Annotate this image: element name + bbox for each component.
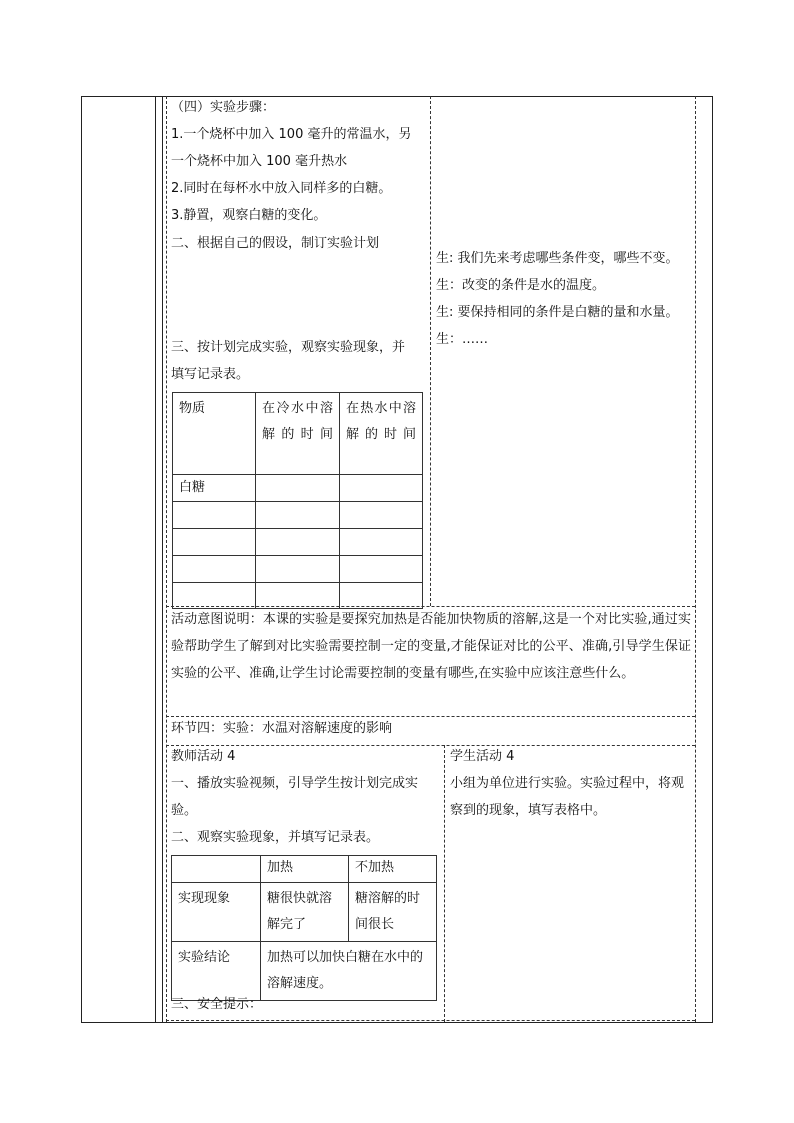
student-answer-4: 生：…… — [436, 332, 489, 347]
safety-heading: 三、安全提示： — [171, 997, 263, 1012]
section4-top-divider — [166, 716, 695, 717]
bottom-dashed — [166, 1020, 695, 1021]
table2-conclusion: 加热可以加快白糖在水中的溶解速度。 — [261, 942, 437, 1001]
student-answer-1: 生: 我们先来考虑哪些条件变，哪些不变。 — [436, 251, 679, 266]
teacher-step-1-line-2: 验。 — [171, 803, 198, 818]
step-2: 2.同时在每杯水中放入同样多的白糖。 — [171, 181, 392, 196]
plan-heading: 二、根据自己的假设，制订实验计划 — [171, 236, 380, 251]
teacher-step-1-line-1: 一、播放实验视频，引导学生按计划完成实 — [171, 776, 419, 791]
table-cell — [173, 502, 256, 529]
table-cell — [340, 529, 423, 556]
upper-column-divider — [430, 96, 431, 606]
step-3: 3.静置，观察白糖的变化。 — [171, 208, 327, 223]
table-cell — [256, 502, 340, 529]
table-header-cold: 在冷水中溶解的时间 — [256, 393, 340, 475]
table-cell — [256, 529, 340, 556]
table-cell — [256, 475, 340, 502]
execute-heading-line-1: 三、按计划完成实验，观察实验现象，并 — [171, 340, 406, 355]
table-cell — [173, 529, 256, 556]
table-cell — [173, 583, 256, 609]
student-answer-2: 生：改变的条件是水的温度。 — [436, 278, 606, 293]
frame-top-border — [81, 96, 713, 97]
section4-title: 环节四：实验：水温对溶解速度的影响 — [171, 721, 393, 736]
table2-unheated-phenomenon: 糖溶解的时间很长 — [349, 883, 437, 942]
table-cell: 白糖 — [173, 475, 256, 502]
teacher-activity-heading: 教师活动 4 — [171, 749, 236, 764]
table2-row-label-conclusion: 实验结论 — [172, 942, 261, 1001]
table-cell — [173, 556, 256, 583]
frame-left-border — [81, 96, 82, 1022]
table2-header-heated: 加热 — [261, 856, 349, 883]
student-activity-heading: 学生活动 4 — [450, 749, 515, 764]
execute-heading-line-2: 填写记录表。 — [171, 367, 250, 382]
table-cell — [256, 583, 340, 609]
frame-right-border — [712, 96, 713, 1022]
table-cell — [340, 502, 423, 529]
student-answer-3: 生: 要保持相同的条件是白糖的量和水量。 — [436, 305, 679, 320]
table-cell — [340, 475, 423, 502]
frame-column-divider — [155, 96, 156, 1022]
teacher-step-2: 二、观察实验现象，并填写记录表。 — [171, 830, 380, 845]
section4-bottom-divider — [166, 745, 695, 746]
inner-left-dashed — [166, 96, 167, 1022]
table2-row-label-phenomenon: 实现现象 — [172, 883, 261, 942]
table-cell — [256, 556, 340, 583]
table2-heated-phenomenon: 糖很快就溶解完了 — [261, 883, 349, 942]
table2-header-empty — [172, 856, 261, 883]
record-table-heating — [171, 855, 437, 1001]
table2-header-unheated: 不加热 — [349, 856, 437, 883]
table-header-hot: 在热水中溶解的时间 — [340, 393, 423, 475]
lower-column-divider — [444, 745, 445, 1022]
step-1-line-1: 1.一个烧杯中加入 100 毫升的常温水，另 — [171, 127, 412, 142]
steps-heading: （四）实验步骤： — [171, 100, 276, 115]
frame-bottom-border — [81, 1022, 713, 1023]
student-activity-text: 小组为单位进行实验。实验过程中，将观察到的现象，填写表格中。 — [450, 776, 685, 818]
record-table-cold-hot — [172, 392, 423, 609]
table-cell — [340, 583, 423, 609]
table-cell — [340, 556, 423, 583]
table-header-substance: 物质 — [173, 393, 256, 475]
frame-column-divider-2 — [162, 96, 163, 1022]
activity-intent-text: 活动意图说明：本课的实验是要探究加热是否能加快物质的溶解,这是一个对比实验,通过实验帮助学生了解到对比实验需要控制一定的变量,才能保证对比的公平、准确,引导学生保证实验的公平、准确,让学生讨论需要控制的变量有哪些,在实验中应该注意些什么。 — [171, 612, 691, 681]
inner-right-dashed — [695, 96, 696, 1022]
step-1-line-2: 一个烧杯中加入 100 毫升热水 — [171, 154, 348, 169]
